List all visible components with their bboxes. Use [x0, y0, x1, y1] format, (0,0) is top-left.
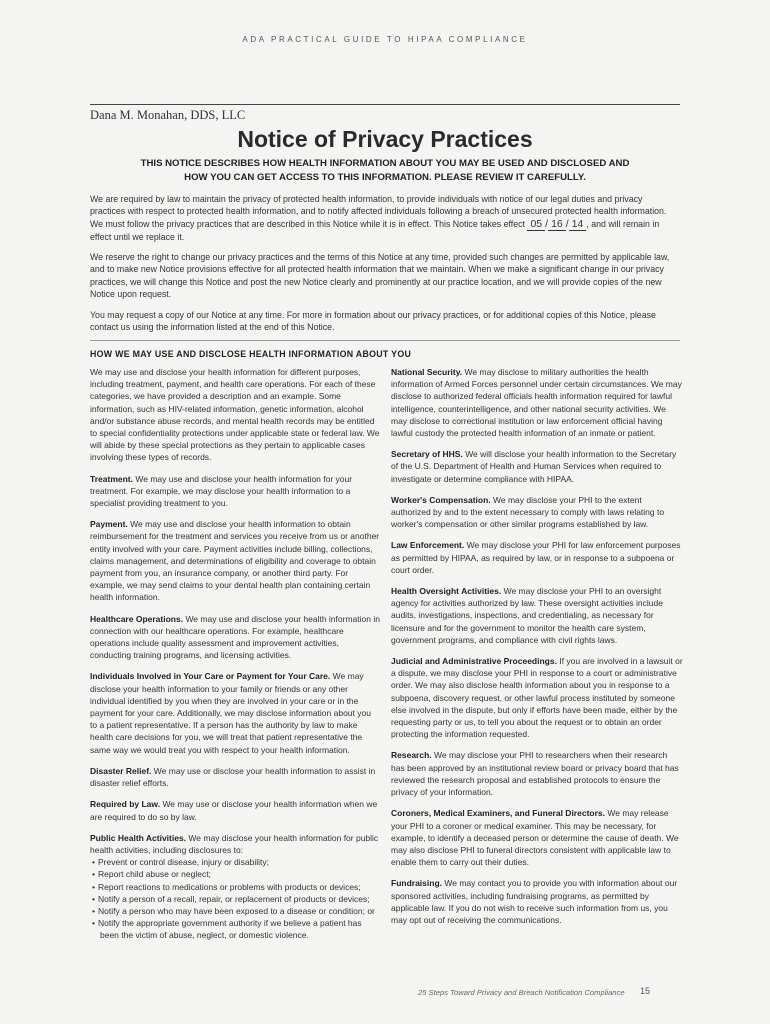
subheading-line-2: HOW YOU CAN GET ACCESS TO THIS INFORMATION. PLEASE REVIEW IT CAREFULLY. — [184, 172, 586, 183]
secretary-hhs-heading: Secretary of HHS. — [391, 449, 463, 460]
list-item: • Notify a person who may have been exposed to a disease or condition; or — [90, 905, 380, 917]
coroners-block — [391, 807, 683, 868]
workers-compensation-text: We may disclose your PHI to the extent authorized by and to the extent necessary to comply with laws relating to worker's compensation or other similar programs established by law. — [391, 494, 665, 530]
section-heading: HOW WE MAY USE AND DISCLOSE HEALTH INFORMATION ABOUT YOU — [90, 349, 412, 359]
list-item: • Report reactions to medications or problems with products or devices; — [90, 881, 380, 893]
disaster-relief-text: We may use or disclose your health information to assist in disaster relief efforts. — [90, 765, 376, 789]
public-health-intro — [90, 832, 380, 856]
header-rule — [90, 104, 680, 105]
healthcare-operations-text: We may use and disclose your health information in connection with our healthcare operations. For example, healthcare operations include quality assessment and improvement activities, conducting training programs, and licensing activities. — [90, 613, 380, 661]
individuals-involved-text: We may disclose your health information to your family or friends or any other individual identified by you when they are involved in your care or in the payment for your care. Additionally, we may disclose information about you to a patient representative. If a person has the authority by law to make health care decisions for you, we will treat that patient representative the same way we would treat you with respect to your health information. — [90, 671, 371, 755]
notice-subheading — [0, 157, 770, 185]
subheading-line-1: THIS NOTICE DESCRIBES HOW HEALTH INFORMATION ABOUT YOU MAY BE USED AND DISCLOSED AND — [140, 158, 630, 169]
public-health-heading: Public Health Activities. — [90, 832, 187, 843]
healthcare-operations-block — [90, 613, 380, 662]
intro-paragraph-3: You may request a copy of our Notice at any time. For more in formation about our privacy practices, or for additional copies of this Notice, please contact us using the information listed at the end of this Notice. — [90, 310, 656, 333]
healthcare-operations-heading: Healthcare Operations. — [90, 613, 184, 624]
national-security-heading: National Security. — [391, 367, 463, 377]
required-by-law-block — [90, 798, 380, 822]
health-oversight-text: We may disclose your PHI to an oversight agency for activities authorized by law. These oversight activities include audits, investigations, inspections, and credentialing, as necessary for licensure and for the government to monitor the health care system, government programs, and compliance with civil rights laws. — [391, 586, 663, 645]
workers-compensation-block — [391, 494, 683, 531]
judicial-proceedings-heading: Judicial and Administrative Proceedings. — [391, 656, 557, 667]
individuals-involved-block — [90, 670, 380, 755]
law-enforcement-heading: Law Enforcement. — [391, 540, 465, 551]
required-by-law-text: We may use or disclose your health information when we are required to do so by law. — [90, 799, 378, 822]
fundraising-text: We may contact you to provide you with information about our sponsored activities, including fundraising programs, as permitted by applicable law. If you do not wish to receive such information from us, you may opt out of receiving the communications. — [391, 878, 678, 925]
effective-day: 16 — [548, 218, 566, 231]
treatment-block — [90, 473, 380, 510]
intro-paragraph-2: We reserve the right to change our privacy practices and the terms of this Notice at any time, provided such changes are permitted by applicable law, and to make new Notice provisions effective for all protected health information that we maintain. When we make a significant change in our privacy practices, we will change this Notice and post the new Notice clearly and prominently at our practice location, and we will provide copies of the new Notice upon request. — [90, 252, 670, 300]
fundraising-block — [391, 877, 683, 926]
practice-name: Dana M. Monahan, DDS, LLC — [90, 108, 246, 122]
page-number: 15 — [640, 986, 651, 996]
research-text: We may disclose your PHI to researchers when their research has been approved by an institutional review board or privacy board that has reviewed the research proposal and established protocols to ensure the privacy of your information. — [391, 750, 679, 798]
treatment-text: We may use and disclose your health information for your treatment. For example, we may disclose your health information to a specialist providing treatment to you. — [90, 473, 353, 509]
payment-heading: Payment. — [90, 519, 128, 530]
intro-text-end: , and will remain in effect until we replace it. — [90, 218, 660, 243]
individuals-involved-heading: Individuals Involved in Your Care or Payment for Your Care. — [90, 671, 331, 682]
public-health-list — [90, 856, 380, 941]
footer-book-title: 25 Steps Toward Privacy and Breach Notification Compliance — [418, 988, 625, 997]
treatment-heading: Treatment. — [90, 473, 133, 484]
coroners-text: We may release your PHI to a coroner or medical examiner. This may be necessary, for example, to identify a deceased person or determine the cause of death. We may also disclose PHI to funeral directors consistent with applicable law to enable them to carry out their duties. — [391, 808, 679, 868]
section-rule — [90, 340, 680, 341]
payment-text: We may use and disclose your health information to obtain reimbursement for the treatment and services you receive from us or another entity involved with your care. Payment activities include billing, collections, claims management, and determinations of eligibility and coverage to obtain payment from you, an insurance company, or another third party. For example, we may send claims to your dental health plan containing certain health information. — [90, 519, 380, 603]
list-item: • Report child abuse or neglect; — [90, 868, 380, 880]
list-item: • Prevent or control disease, injury or disability; — [90, 856, 380, 868]
list-item: • Notify a person of a recall, repair, or replacement of products or devices; — [90, 893, 380, 905]
public-health-block — [90, 832, 380, 942]
intro-paragraph-1 — [90, 193, 680, 244]
right-column — [391, 366, 683, 935]
research-block — [391, 749, 683, 798]
list-item: • Notify the appropriate government authority if we believe a patient has been the victim of abuse, neglect, or domestic violence. — [90, 917, 380, 941]
national-security-text: We may disclose to military authorities the health information of Armed Forces personnel under certain circumstances. We may disclose to authorized federal officials health information required for lawful intelligence, counterintelligence, and other national security activities. We may disclose to correctional institution or law enforcement official having lawful custody the protected health information of an inmate or patient. — [391, 367, 682, 439]
health-oversight-heading: Health Oversight Activities. — [391, 586, 502, 597]
secretary-hhs-text: We will disclose your health information to the Secretary of the U.S. Department of Health and Human Services when required to investigate or determine compliance with HIPAA. — [391, 449, 677, 484]
effective-date: 05 / 16 / 14 — [527, 218, 586, 231]
workers-compensation-heading: Worker's Compensation. — [391, 494, 491, 505]
research-heading: Research. — [391, 750, 432, 761]
uses-intro: We may use and disclose your health information for different purposes, including treatment, payment, and health care operations. For each of these categories, we have provided a description and an example. Some information, such as HIV-related information, genetic information, alcohol and/or substance abuse records, and mental health records may be entitled to special confidentiality protections under applicable state or federal law. We will abide by these special protections as they pertain to applicable cases involving these types of records. — [90, 367, 380, 463]
disaster-relief-heading: Disaster Relief. — [90, 765, 152, 776]
intro-text: We are required by law to maintain the privacy of protected health information, to provide individuals with notice of our legal duties and privacy practices with respect to protected health information, and to notify affected individuals following a breach of unsecured protected health information. We must follow the privacy practices that are described in this Notice while it is in effect. This Notice takes effect — [90, 194, 667, 229]
left-column — [90, 366, 380, 951]
secretary-hhs-block — [391, 448, 683, 485]
effective-month: 05 — [527, 218, 545, 231]
judicial-proceedings-block — [391, 655, 683, 740]
law-enforcement-block — [391, 539, 683, 576]
effective-year: 14 — [569, 218, 587, 231]
coroners-heading: Coroners, Medical Examiners, and Funeral Directors. — [391, 808, 605, 819]
law-enforcement-text: We may disclose your PHI for law enforcement purposes as permitted by HIPAA, as required by law, or in response to a subpoena or court order. — [391, 540, 681, 575]
national-security-block — [391, 366, 683, 439]
page-title: Notice of Privacy Practices — [237, 126, 533, 152]
disaster-relief-block — [90, 765, 380, 789]
fundraising-heading: Fundraising. — [391, 878, 442, 889]
health-oversight-block — [391, 585, 683, 646]
running-header: ADA PRACTICAL GUIDE TO HIPAA COMPLIANCE — [242, 35, 528, 44]
required-by-law-heading: Required by Law. — [90, 799, 161, 810]
public-health-text: We may disclose your health information for public health activities, including disclosures to: — [90, 832, 379, 855]
judicial-proceedings-text: If you are involved in a lawsuit or a dispute, we may disclose your PHI in response to a court or administrative order. We may also disclose health information about you in response to a subpoena, discovery request, or other lawful process instituted by someone else involved in the dispute, but only if efforts have been made, either by the requesting party or us, to tell you about the request or to obtain an order protecting the information requested. — [391, 656, 683, 740]
payment-block — [90, 518, 380, 603]
